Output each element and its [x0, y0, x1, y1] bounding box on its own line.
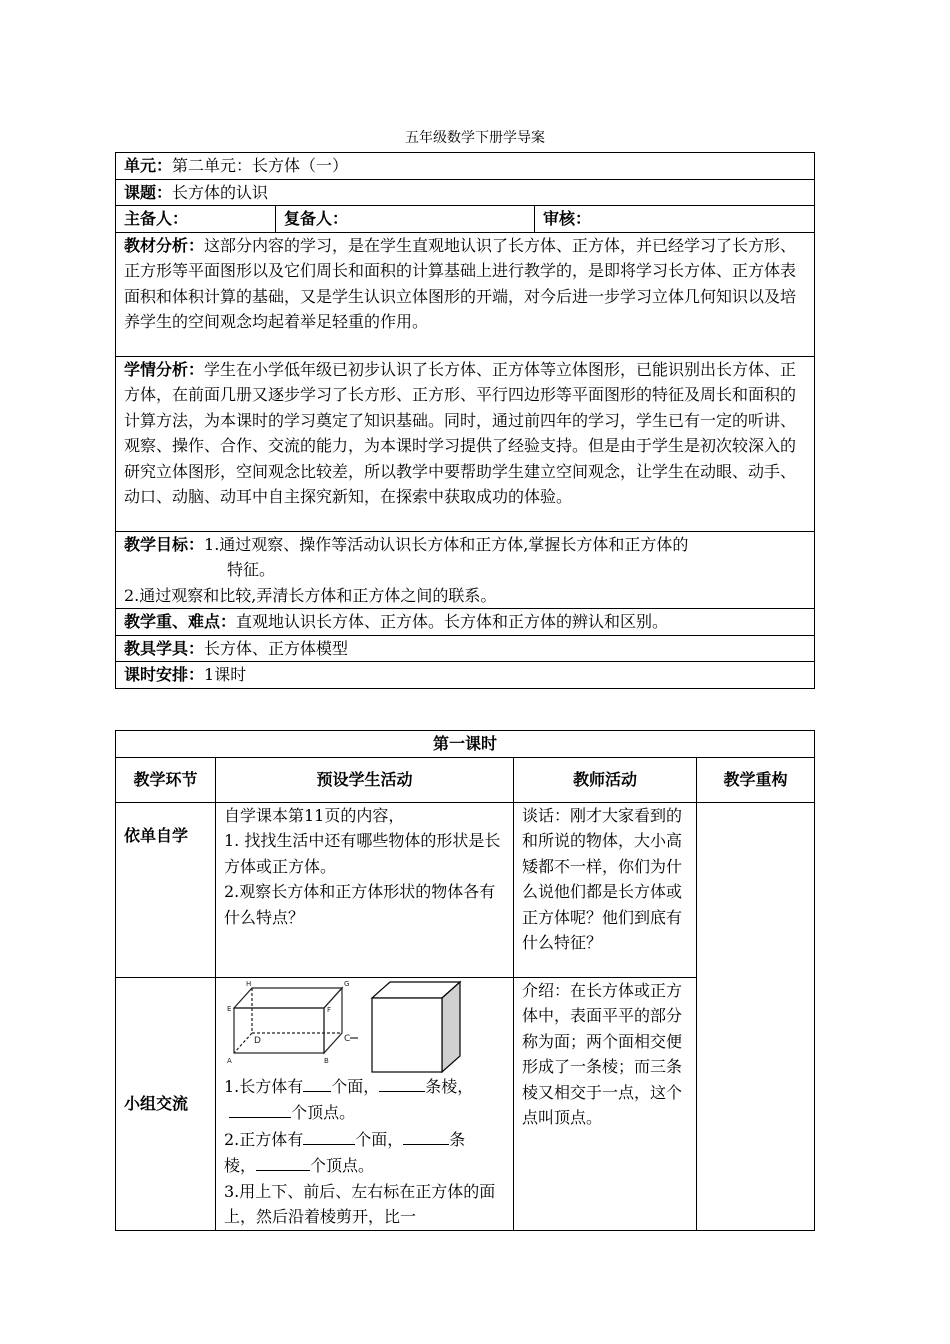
vertex-label: H [246, 979, 252, 988]
vertex-label: D [254, 1035, 261, 1046]
vertex-label: C [344, 1033, 351, 1044]
question-1-line-1: 1.长方体有 个面， 条棱， [224, 1073, 505, 1100]
reviewer-label: 审核： [543, 209, 592, 228]
vertex-label: G [344, 979, 350, 988]
material-label: 教材分析： [124, 235, 205, 255]
lesson-title: 第一课时 [116, 731, 815, 758]
stage-self-study: 依单自学 [116, 802, 216, 977]
topic-label: 课题： [124, 182, 173, 202]
goal-1a: 1.通过观察、操作等活动认识长方体和正方体,掌握长方体和正方体的 [204, 534, 689, 554]
header-teacher-activity: 教师活动 [514, 757, 697, 802]
unit-label: 单元： [124, 156, 173, 175]
lesson-info-table [115, 152, 815, 689]
lesson-header-row [116, 757, 815, 802]
student-text: 学生在小学低年级已初步认识了长方体、正方体等立体图形，已能识别出长方体、正方体，在前面几册又逐步学习了长方形、正方形、平行四边形等平面图形的特征及周长和面积的计算方法，为本课时的学习奠定了知识基础。同时，通过前四年的学习，学生已有一定的听讲、观察、操作、合作、交流的能力，为本课时学习提供了经验支持。但是由于学生是初次较深入的研究立体图形，空间观念比较差，所以教学中要帮助学生建立空间观念，让学生在动眼、动手、动口、动脑、动耳中自主探究新知，在探索中获取成功的体验。 [124, 359, 797, 506]
header-student-activity: 预设学生活动 [216, 757, 514, 802]
question-1-line-2: 个顶点。 [224, 1099, 505, 1126]
teacher-activity-text: 谈话：刚才大家看到的和所说的物体，大小高矮都不一样，你们为什么说他们都是长方体或正方体呢？他们到底有什么特征？ [514, 802, 697, 977]
key-text: 直观地认识长方体、正方体。长方体和正方体的辨认和区别。 [236, 612, 669, 631]
goals-label: 教学目标： [124, 534, 205, 554]
tools-row [116, 635, 815, 662]
question-3: 3.用上下、前后、左右标在正方体的面上，然后沿着棱剪开，比一 [224, 1181, 496, 1226]
cube-figure [372, 982, 460, 1072]
lesson-plan-table [115, 730, 815, 1231]
lesson-row-self-study [116, 802, 815, 977]
question-2-line-1: 2.正方体有 个面， 条 [224, 1126, 505, 1153]
teaching-goals-row [116, 531, 815, 609]
reconstruction-cell [697, 802, 815, 1230]
unit-row [116, 153, 815, 180]
header-reconstruction: 教学重构 [697, 757, 815, 802]
preparer-row [116, 206, 815, 233]
lesson-title-row [116, 731, 815, 758]
cuboid-figure [234, 988, 358, 1053]
goal-2: 2.通过观察和比较,弄清长方体和正方体之间的联系。 [124, 585, 497, 605]
question-2-line-2: 棱， 个顶点。 [224, 1152, 505, 1179]
answer-blank[interactable] [256, 1152, 310, 1171]
topic-value: 长方体的认识 [172, 182, 269, 202]
student-line: 1. 找找生活中还有哪些物体的形状是长方体或正方体。 [224, 831, 501, 876]
student-analysis-row [116, 356, 815, 531]
cuboid-and-cube-figure [224, 978, 514, 1073]
key-points-row [116, 609, 815, 636]
schedule-label: 课时安排： [124, 665, 205, 684]
goal-1b: 特征。 [227, 560, 276, 579]
document-title: 五年级数学下册学导案 [405, 130, 545, 146]
answer-blank[interactable] [303, 1073, 331, 1092]
schedule-row [116, 662, 815, 689]
co-preparer-label: 复备人： [284, 209, 349, 228]
answer-blank[interactable] [379, 1073, 425, 1092]
preparer-label: 主备人： [124, 209, 189, 228]
unit-value: 第二单元：长方体（一） [172, 156, 349, 175]
stage-group-exchange: 小组交流 [116, 977, 216, 1230]
solid-figures [224, 978, 505, 1073]
vertex-label: B [324, 1056, 329, 1065]
vertex-label: F [327, 1005, 332, 1014]
teacher-activity-text: 介绍：在长方体或正方体中，表面平平的部分称为面；两个面相交便形成了一条棱；而三条棱又相交于一点，这个点叫顶点。 [514, 977, 697, 1230]
answer-blank[interactable] [229, 1099, 291, 1118]
answer-blank[interactable] [403, 1126, 449, 1145]
answer-blank[interactable] [303, 1126, 355, 1145]
vertex-label: A [227, 1056, 232, 1065]
tools-label: 教具学具： [124, 638, 205, 658]
student-label: 学情分析： [124, 359, 205, 379]
topic-row [116, 179, 815, 206]
material-text: 这部分内容的学习，是在学生直观地认识了长方体、正方体，并已经学习了长方形、正方形等平面图形以及它们周长和面积的计算基础上进行教学的，是即将学习长方体、正方体表面积和体积计算的基础，又是学生认识立体图形的开端，对今后进一步学习立体几何知识以及培养学生的空间观念均起着举足轻重的作用。 [124, 235, 797, 331]
student-line: 自学课本第11页的内容， [224, 805, 405, 825]
vertex-label: E [227, 1004, 232, 1013]
material-analysis-row [116, 232, 815, 356]
schedule-text: 1课时 [204, 665, 247, 684]
header-stage: 教学环节 [116, 757, 216, 802]
student-line: 2.观察长方体和正方体形状的物体各有什么特点？ [224, 882, 496, 927]
tools-text: 长方体、正方体模型 [204, 638, 349, 658]
key-label: 教学重、难点： [124, 612, 237, 631]
